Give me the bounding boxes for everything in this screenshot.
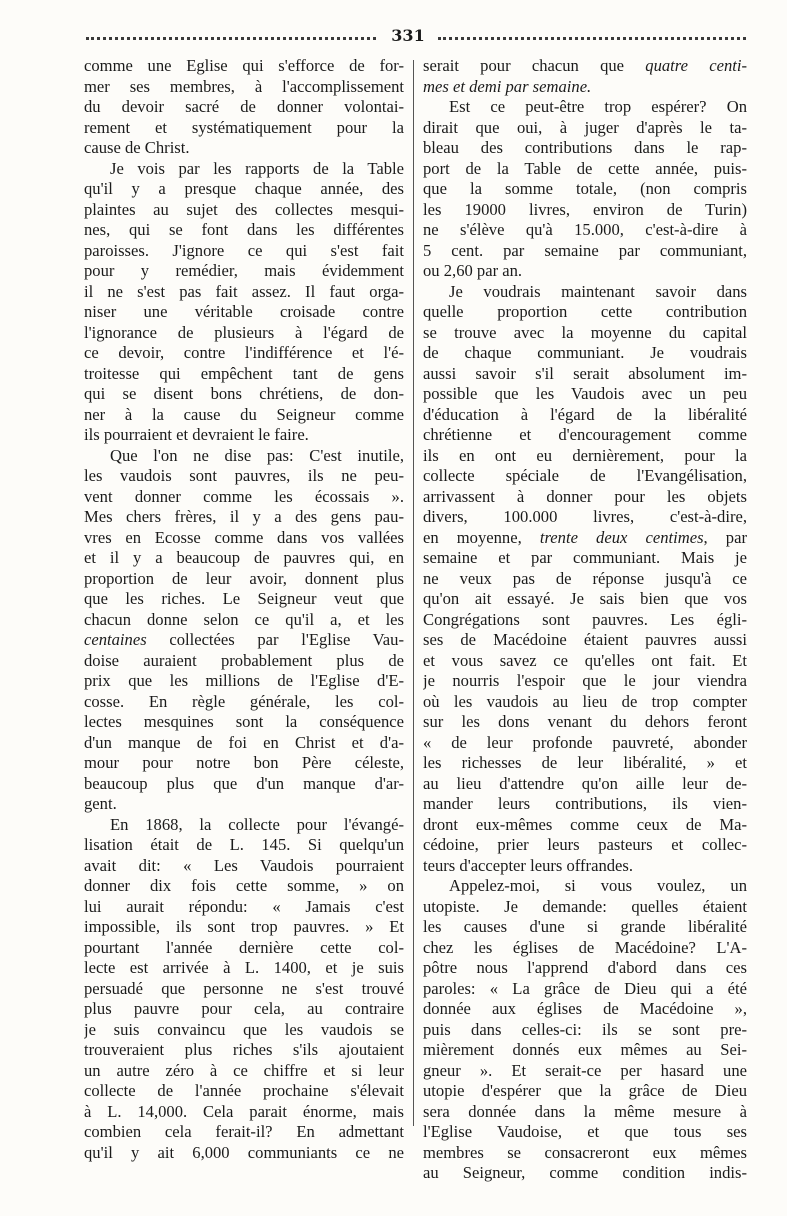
text-line: quelle proportion cette contribution — [423, 302, 747, 321]
text-line: aussi savoir s'il serait absolument im- — [423, 363, 747, 383]
text-line: l'ignorance de plusieurs à l'égard de — [84, 322, 404, 342]
text-line: en moyenne, trente deux centimes, par — [423, 527, 747, 547]
text-line: pôtre nous l'apprend d'abord dans ces — [423, 958, 747, 977]
text-line: arrivassent à donner pour les objets — [423, 486, 747, 506]
text-line: comme une Eglise qui s'efforce de for- — [84, 56, 404, 75]
italic-text: trente deux centimes — [539, 527, 704, 547]
text-line: ils pourraient et devraient le faire. — [84, 425, 309, 444]
text-line: l'Eglise Vaudoise, et que tous ses — [423, 1122, 747, 1141]
text-line: utopiste. Je demande: quelles étaient — [423, 896, 747, 916]
text-line: d'éducation à l'égard de la libéralité — [423, 404, 747, 424]
text-line: serait pour chacun que quatre centi- — [423, 56, 747, 75]
text-line: que la somme totale, (non compris — [423, 179, 747, 198]
text-line: d'un manque de foi en Christ et d'a- — [84, 732, 404, 752]
text-line: niser une véritable croisade contre — [84, 302, 404, 321]
text-line: Mes chers frères, il y a des gens pau- — [84, 507, 404, 526]
text-line: vent donner comme les écossais ». — [84, 486, 404, 506]
text-line: pourtant l'année dernière cette col- — [84, 937, 404, 957]
text-line: mièrement donnés eux mêmes au Sei- — [423, 1040, 747, 1059]
text-line: ce devoir, contre l'indifférence et l'é- — [84, 343, 404, 362]
text-line: semaine et par communiant. Mais je — [423, 548, 747, 567]
right-column — [423, 56, 747, 1184]
text-line: vres en Ecosse comme dans vos vallées — [84, 527, 404, 547]
text-line: Appelez-moi, si vous voulez, un — [449, 876, 747, 895]
text-line: avait dit: « Les Vaudois pourraient — [84, 855, 404, 875]
text-line: cosse. En règle générale, les col- — [84, 691, 404, 711]
text-line: Je voudrais maintenant savoir dans — [449, 281, 747, 301]
italic-text: quatre centi- — [645, 56, 747, 75]
text-line: chez les églises de Macédoine? L'A- — [423, 937, 747, 957]
text-line: ses de Macédoine étaient pauvres aussi — [423, 630, 747, 649]
text-line: à L. 14,000. Cela parait énorme, mais — [84, 1101, 404, 1121]
text-line: se trouve avec la moyenne du capital — [423, 322, 747, 342]
text-line: proportion de leur avoir, donnent plus — [84, 568, 404, 588]
text-line: donner dix fois cette somme, » on — [84, 876, 404, 895]
text-line: paroles: « La grâce de Dieu qui a été — [423, 978, 747, 998]
text-line: dront eux-mêmes comme ceux de Ma- — [423, 814, 747, 834]
text-line: je suis convaincu que les vaudois se — [84, 1019, 404, 1039]
page-number: 331 — [391, 26, 425, 45]
text-line — [423, 77, 747, 98]
text-line: qui se disent bons chrétiens, de don- — [84, 384, 404, 403]
text-line: mour pour notre bon Père céleste, — [84, 753, 404, 772]
text-line: chrétienne et d'encouragement comme — [423, 425, 747, 444]
text-line: membres se consacreront eux mêmes — [423, 1142, 747, 1162]
text-line: teurs d'accepter leurs offrandes. — [423, 855, 634, 875]
page-header — [86, 26, 746, 46]
text-line: rement et systématiquement pour la — [84, 117, 404, 137]
text-line: et il y a beaucoup de pauvres qui, en — [84, 548, 404, 567]
text-line: troitesse qui empêchent tant de gens — [84, 363, 404, 383]
text-line: sera donnée dans la même mesure à — [423, 1101, 747, 1121]
header-rule-right — [438, 37, 746, 40]
text-line: qu'on ait essayé. Je sais bien que vos — [423, 589, 747, 608]
text-line: doise auraient probablement plus de — [84, 650, 404, 670]
text-line: 5 cent. par semaine par communiant, — [423, 240, 747, 260]
text-line: dirait que oui, à juger d'après le ta- — [423, 117, 747, 137]
text-line: Je vois par les rapports de la Table — [110, 158, 404, 178]
text-line: centaines collectées par l'Eglise Vau- — [84, 630, 404, 649]
text-line: il ne s'est pas fait assez. Il faut orga- — [84, 281, 404, 301]
text-line: gneur ». Et serait-ce per hasard une — [423, 1060, 747, 1080]
text-line: divers, 100.000 livres, c'est-à-dire, — [423, 507, 747, 526]
text-line: pour y remédier, mais évidemment — [84, 261, 404, 280]
text-line: qu'il y a presque chaque année, des — [84, 179, 404, 198]
text-line: prix que les millions de l'Eglise d'E- — [84, 671, 404, 690]
text-line: je nourris l'espoir que le jour viendra — [423, 671, 747, 690]
text-line: qu'il y ait 6,000 communiants ce ne — [84, 1142, 404, 1162]
text-line: puis dans celles-ci: ils se sont pre- — [423, 1019, 747, 1039]
text-line: trouveraient plus riches s'ils ajoutaient — [84, 1040, 404, 1059]
text-line: collecte de l'année prochaine s'élevait — [84, 1081, 404, 1100]
text-line: En 1868, la collecte pour l'évangé- — [110, 814, 404, 834]
text-line: nes, qui se font dans les différentes — [84, 220, 404, 239]
text-line: chacun donne selon ce qu'il a, et les — [84, 609, 404, 629]
text-line: sur les dons venant du dehors feront — [423, 712, 747, 731]
text-line: collecte spéciale de l'Evangélisation, — [423, 466, 747, 485]
text-line: ne veux pas de réponse jusqu'à ce — [423, 568, 747, 588]
text-line: plaintes au sujet des collectes mesqui- — [84, 199, 404, 219]
text-line: possible que les Vaudois avec un peu — [423, 384, 747, 403]
text-line: persuadé que personne ne s'est trouvé — [84, 978, 404, 998]
text-line: ils en ont eu dernièrement, pour la — [423, 445, 747, 465]
italic-text: mes et demi par semaine. — [423, 76, 592, 96]
text-line: les causes d'une si grande libéralité — [423, 917, 747, 936]
text-line: que les riches. Le Seigneur veut que — [84, 589, 404, 608]
text-line: port de la Table de cette année, puis- — [423, 158, 747, 178]
text-line: gent. — [84, 794, 117, 813]
text-line: Congrégations sont pauvres. Les égli- — [423, 609, 747, 629]
header-rule-left — [86, 37, 376, 40]
text-line: du devoir sacré de donner volontai- — [84, 97, 404, 116]
text-line: au Seigneur, comme condition indis- — [423, 1163, 747, 1182]
text-line: impossible, ils sont trop pauvres. » Et — [84, 917, 404, 936]
text-line: cause de Christ. — [84, 138, 190, 157]
text-line: les 19000 livres, environ de Turin) — [423, 199, 747, 219]
text-line: Est ce peut-être trop espérer? On — [449, 97, 747, 116]
text-line: cédoine, prier leurs pasteurs et collec- — [423, 835, 747, 854]
text-line: un autre zéro à ce chiffre et si leur — [84, 1060, 404, 1080]
text-line: lectes mesquines sont la conséquence — [84, 712, 404, 731]
text-line: plus pauvre pour cela, au contraire — [84, 999, 404, 1018]
text-line: ou 2,60 par an. — [423, 261, 523, 280]
text-line: ner à la cause du Seigneur comme — [84, 404, 404, 424]
italic-text: centaines — [84, 630, 147, 649]
text-line: de chaque communiant. Je voudrais — [423, 343, 747, 362]
text-line: utopie d'espérer que la grâce de Dieu — [423, 1081, 747, 1100]
text-line: mer ses membres, à l'accomplissement — [84, 76, 404, 96]
text-line: et vous savez ce qu'elles ont fait. Et — [423, 650, 747, 670]
text-line: « de leur profonde pauvreté, abonder — [423, 732, 747, 752]
text-line: au lieu d'attendre qu'on aille leur de- — [423, 773, 747, 793]
text-line: lui aurait répondu: « Jamais c'est — [84, 896, 404, 916]
text-line: combien cela ferait-il? En admettant — [84, 1122, 404, 1141]
text-line: lisation était de L. 145. Si quelqu'un — [84, 835, 404, 854]
text-line: les vaudois sont pauvres, ils ne peu- — [84, 466, 404, 485]
text-line: bleau des contributions dans le rap- — [423, 138, 747, 157]
text-line: donnée aux églises de Macédoine », — [423, 999, 747, 1018]
text-line: beaucoup plus que d'un manque d'ar- — [84, 773, 404, 793]
column-divider — [413, 60, 414, 1126]
text-line: lecte est arrivée à L. 1400, et je suis — [84, 958, 404, 977]
text-line: paroisses. J'ignore ce qui s'est fait — [84, 240, 404, 260]
text-line: ne s'élève qu'à 15.000, c'est-à-dire à — [423, 220, 747, 239]
text-line: les richesses de leur libéralité, » et — [423, 753, 747, 772]
text-line: Que l'on ne dise pas: C'est inutile, — [110, 445, 404, 465]
text-line: où les vaudois au lieu de trop compter — [423, 691, 747, 711]
left-column — [84, 56, 404, 1163]
text-line: mander leurs contributions, ils vien- — [423, 794, 747, 813]
